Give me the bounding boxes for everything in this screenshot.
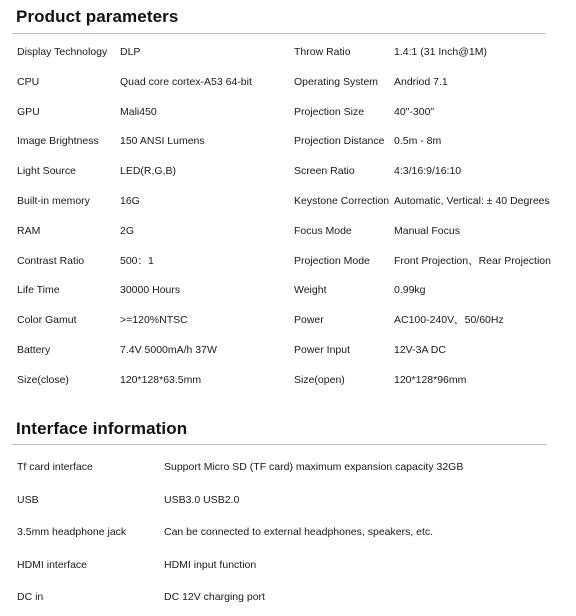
interface-information-divider [12,444,546,445]
param-row [0,335,576,365]
product-parameters-divider [12,33,546,34]
param-label: CPU [17,75,40,88]
param-value: 120*128*96mm [394,373,467,386]
interface-value: USB3.0 USB2.0 [164,493,240,506]
param-label: GPU [17,105,40,118]
param-label: Projection Distance [294,135,385,148]
param-value: 2G [120,224,135,237]
param-row [0,305,576,335]
interface-row [0,550,576,583]
param-row [0,126,576,156]
param-value: 0.5m - 8m [394,135,442,148]
param-label: Screen Ratio [294,165,355,178]
param-label: Image Brightness [17,135,99,148]
param-row [0,37,576,67]
interface-row [0,485,576,518]
param-value: 0.99kg [394,284,426,297]
param-label: Color Gamut [17,314,77,327]
interface-label: USB [17,493,39,506]
param-value: 7.4V 5000mA/h 37W [120,343,217,356]
param-value: Mali450 [120,105,157,118]
param-value: 12V-3A DC [394,343,446,356]
param-label: Life Time [17,284,60,297]
interface-label: HDMI interface [17,558,88,571]
param-label: RAM [17,224,41,237]
interface-value: HDMI input function [164,558,257,571]
param-row [0,67,576,97]
param-label: Battery [17,343,51,356]
param-label: Weight [294,284,327,297]
param-value: DLP [120,46,141,58]
interface-information-table [0,452,576,615]
param-row [0,216,576,246]
param-value: AC100-240V，50/60Hz [394,314,504,327]
param-label: Power Input [294,343,351,356]
param-value: Andriod 7.1 [394,75,448,88]
param-value: Front Projection、Rear Projection [394,254,551,267]
param-label: Keystone Correction [294,194,390,207]
param-value: 150 ANSI Lumens [120,135,205,148]
param-value: 500：1 [120,254,154,267]
param-row [0,246,576,276]
param-value: 120*128*63.5mm [120,373,202,386]
interface-label: 3.5mm headphone jack [17,526,127,539]
interface-label: Tf card interface [17,461,93,473]
param-label: Focus Mode [294,224,352,237]
interface-value: Can be connected to external headphones, speakers, etc. [164,526,434,539]
param-label: Projection Mode [294,254,370,267]
interface-row [0,452,576,485]
param-row [0,97,576,127]
param-row [0,156,576,186]
param-value: 1.4:1 (31 Inch@1M) [394,46,487,58]
param-label: Size(open) [294,373,345,386]
param-label: Built-in memory [17,194,90,207]
interface-row [0,517,576,550]
param-row [0,275,576,305]
param-label: Size(close) [17,373,69,386]
param-row [0,186,576,216]
interface-value: DC 12V charging port [164,591,265,604]
product-parameters-title: Product parameters [16,7,179,26]
param-label: Contrast Ratio [17,254,85,267]
interface-value: Support Micro SD (TF card) maximum expansion capacity 32GB [164,461,464,473]
param-label: Throw Ratio [294,46,351,58]
param-label: Operating System [294,75,379,88]
interface-label: DC in [17,591,44,604]
param-value: Automatic, Vertical: ± 40 Degrees [394,194,550,207]
interface-row [0,582,576,615]
param-value: 30000 Hours [120,284,181,297]
param-label: Projection Size [294,105,365,118]
interface-information-title: Interface information [16,419,188,438]
param-label: Display Technology [17,46,108,58]
param-label: Light Source [17,165,76,178]
param-value: 40"-300" [394,105,435,118]
param-value: 4:3/16:9/16:10 [394,165,462,178]
param-value: LED(R,G,B) [120,165,177,178]
param-value: 16G [120,194,140,207]
param-value: Quad core cortex-A53 64-bit [120,75,252,88]
param-label: Power [294,314,324,327]
param-row [0,365,576,395]
param-value: >=120%NTSC [120,314,188,327]
param-value: Manual Focus [394,224,460,237]
product-parameters-table [0,37,576,395]
